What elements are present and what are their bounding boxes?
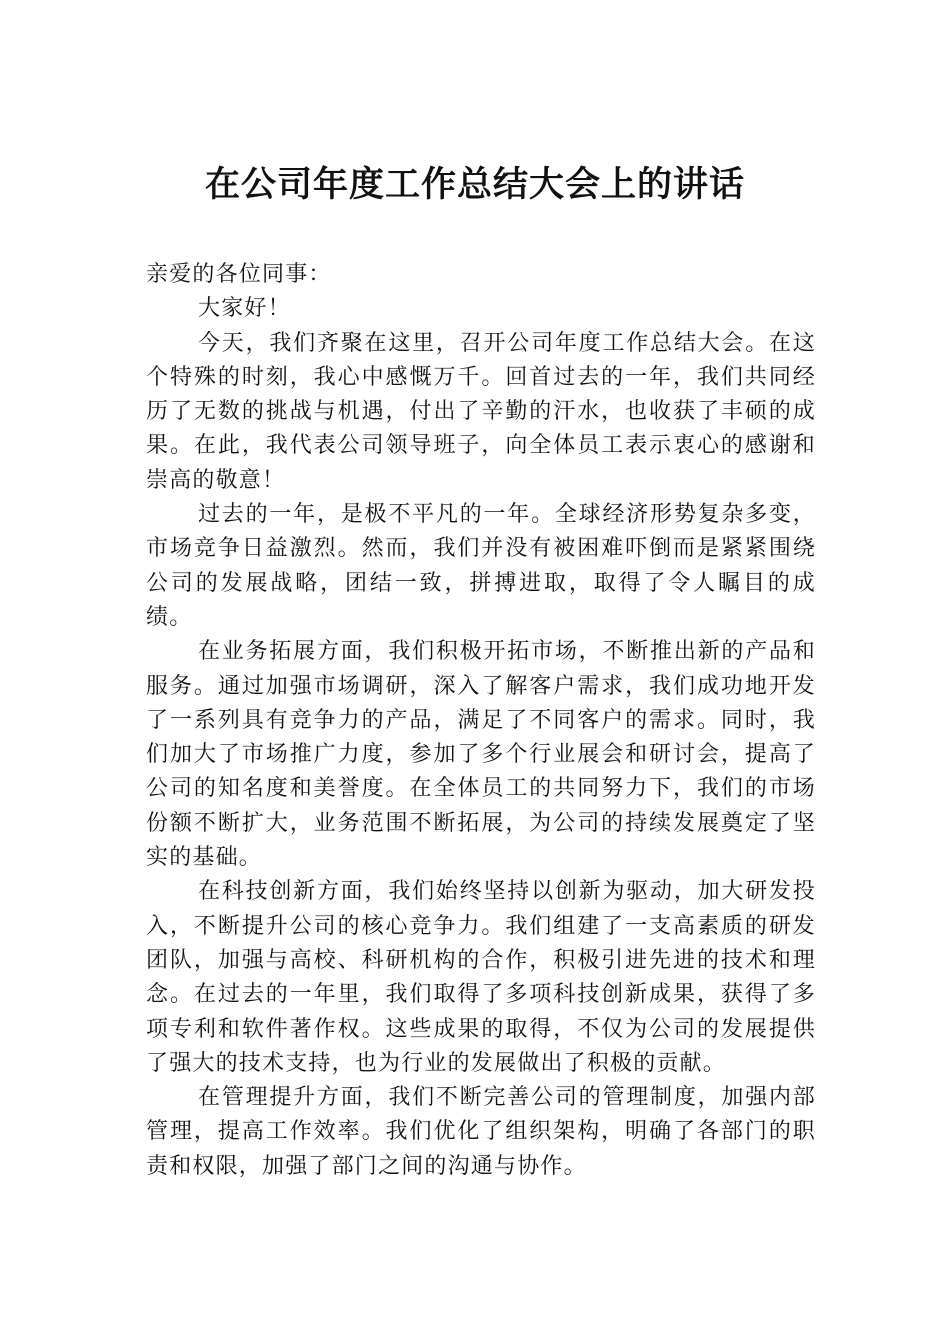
- paragraph-4: 在科技创新方面，我们始终坚持以创新为驱动，加大研发投入，不断提升公司的核心竞争力。我们组建了一支高素质的研发团队，加强与高校、科研机构的合作，积极引进先进的技术和理念。在过去的一年里，我们取得了多项科技创新成果，获得了多项专利和软件著作权。这些成果的取得，不仅为公司的发展提供了强大的技术支持，也为行业的发展做出了积极的贡献。: [146, 879, 816, 1076]
- paragraph-1: 今天，我们齐聚在这里，召开公司年度工作总结大会。在这个特殊的时刻，我心中感慨万千。回首过去的一年，我们共同经历了无数的挑战与机遇，付出了辛勤的汗水，也收获了丰硕的成果。在此，我代表公司领导班子，向全体员工表示衷心的感谢和崇高的敬意！: [146, 330, 816, 493]
- document-body: [146, 258, 816, 1184]
- paragraph-2: 过去的一年，是极不平凡的一年。全球经济形势复杂多变，市场竞争日益激烈。然而，我们并没有被困难吓倒而是紧紧围绕公司的发展战略，团结一致，拼搏进取，取得了令人瞩目的成绩。: [146, 502, 816, 630]
- paragraph-3: 在业务拓展方面，我们积极开拓市场，不断推出新的产品和服务。通过加强市场调研，深入了解客户需求，我们成功地开发了一系列具有竞争力的产品，满足了不同客户的需求。同时，我们加大了市场推广力度，参加了多个行业展会和研讨会，提高了公司的知名度和美誉度。在全体员工的共同努力下，我们的市场份额不断扩大，业务范围不断拓展，为公司的持续发展奠定了坚实的基础。: [146, 639, 816, 871]
- document-title: 在公司年度工作总结大会上的讲话: [204, 164, 745, 205]
- salutation: 亲爱的各位同事：: [146, 262, 332, 287]
- greeting: 大家好！: [198, 296, 291, 322]
- paragraph-5: 在管理提升方面，我们不断完善公司的管理制度，加强内部管理，提高工作效率。我们优化了组织架构，明确了各部门的职责和权限，加强了部门之间的沟通与协作。: [146, 1085, 816, 1179]
